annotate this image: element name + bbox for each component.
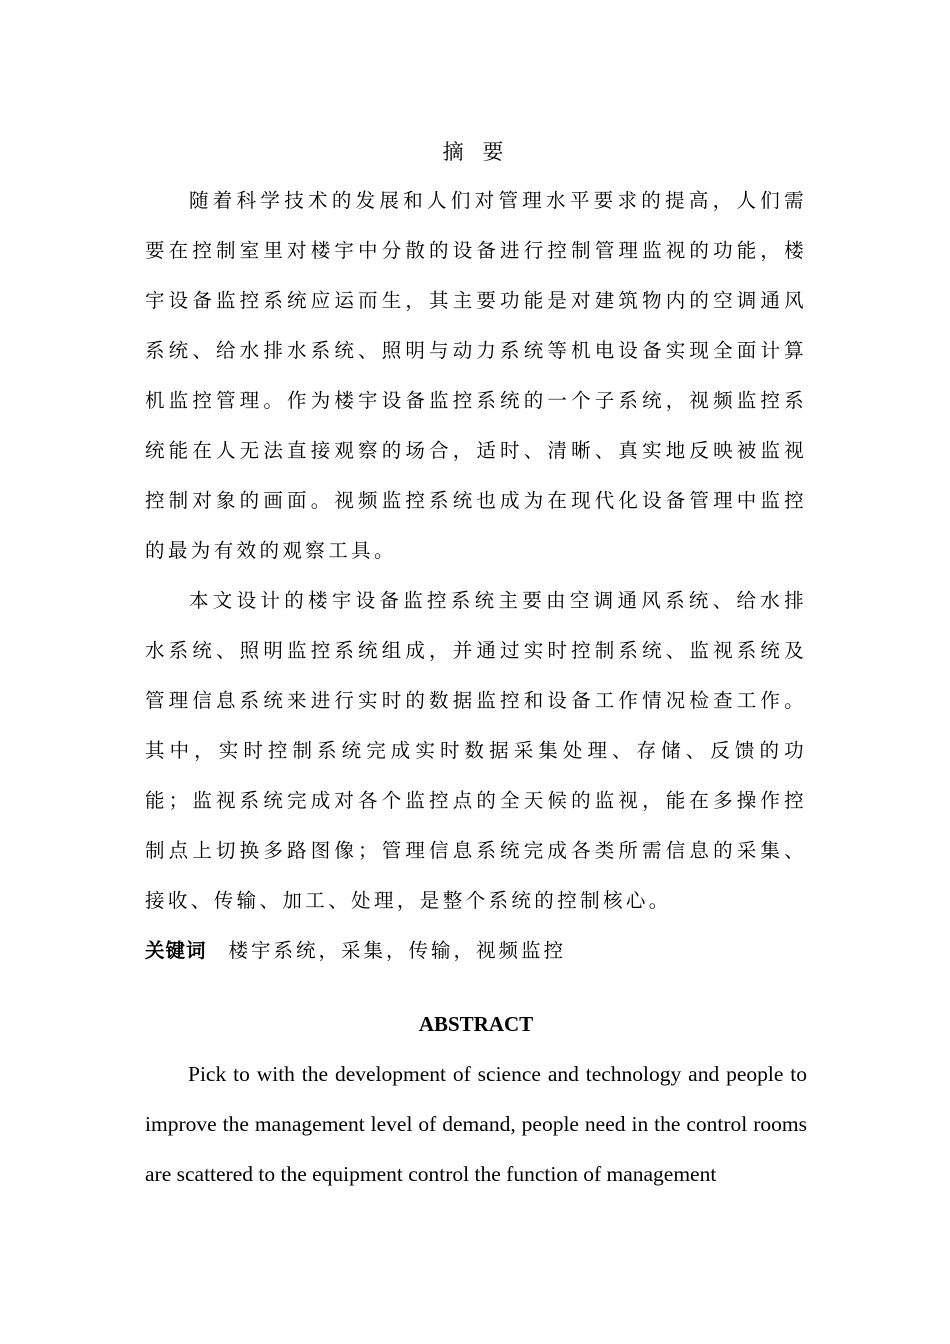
abstract-cn-title: 摘 要: [442, 140, 510, 164]
keywords-text: 楼宇系统，采集，传输，视频监控: [228, 939, 567, 962]
keywords-label: 关键词: [145, 939, 207, 962]
abstract-en-paragraph: Pick to with the development of science and technology and people to improve the management level of demand, people need in the control rooms are scattered to the equipment control the function of management: [145, 1062, 807, 1186]
document-page: [145, 128, 807, 1199]
abstract-en-title: ABSTRACT: [418, 1012, 534, 1036]
abstract-cn-paragraph-2: 本文设计的楼宇设备监控系统主要由空调通风系统、给水排水系统、照明监控系统组成，并通过实时控制系统、监视系统及管理信息系统来进行实时的数据监控和设备工作情况检查工作。其中，实时控制系统完成实时数据采集处理、存储、反馈的功能；监视系统完成对各个监控点的全天候的监视，能在多操作控制点上切换多路图像；管理信息系统完成各类所需信息的采集、接收、传输、加工、处理，是整个系统的控制核心。: [145, 589, 807, 912]
keywords-line: [145, 926, 807, 976]
abstract-cn-paragraph-1: 随着科学技术的发展和人们对管理水平要求的提高，人们需要在控制室里对楼宇中分散的设备进行控制管理监视的功能，楼宇设备监控系统应运而生，其主要功能是对建筑物内的空调通风系统、给水排水系统、照明与动力系统等机电设备实现全面计算机监控管理。作为楼宇设备监控系统的一个子系统，视频监控系统能在人无法直接观察的场合，适时、清晰、真实地反映被监视控制对象的画面。视频监控系统也成为在现代化设备管理中监控的最为有效的观察工具。: [145, 189, 807, 562]
